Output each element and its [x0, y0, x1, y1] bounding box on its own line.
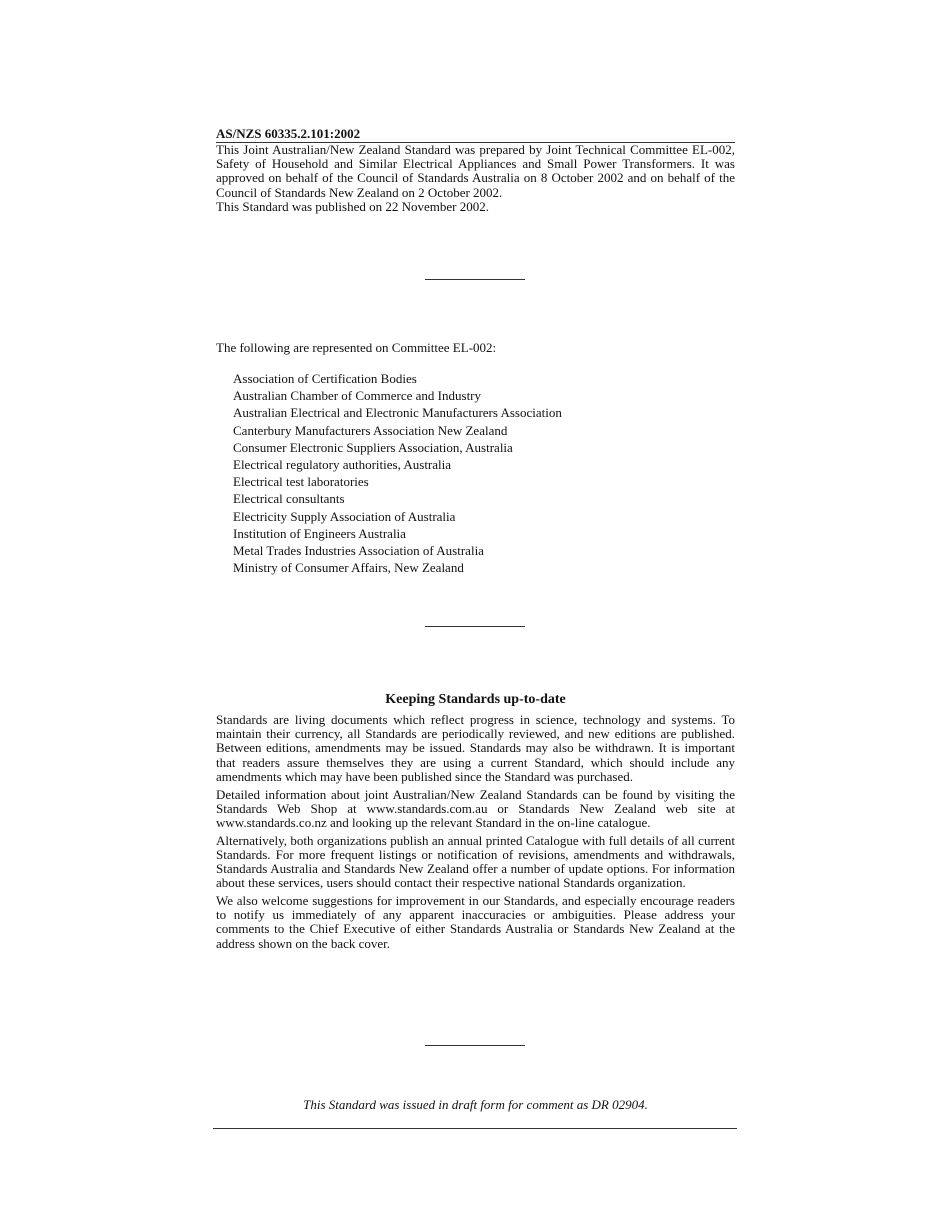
committee-member: Electrical regulatory authorities, Australia — [233, 457, 452, 473]
committee-member: Australian Chamber of Commerce and Industry — [233, 388, 482, 404]
committee-member: Institution of Engineers Australia — [233, 525, 406, 541]
body-paragraph: Alternatively, both organizations publish an annual printed Catalogue with full details of all current Standards. For more frequent listings or notification of revisions, amendments and withdrawals, Standards Australia and Standards New Zealand offer a number of update options. For information about these services, users should contact their respective national Standards organization. — [216, 832, 735, 891]
document-id: AS/NZS 60335.2.101:2002 — [216, 126, 735, 143]
separator-rule — [425, 279, 525, 280]
body-paragraph: Detailed information about joint Australian/New Zealand Standards can be found by visiting the Standards Web Shop at www.standards.com.au or Standards New Zealand web site at www.standards.co.nz and looking up the relevant Standard in the on-line catalogue. — [216, 786, 735, 830]
committee-member: Australian Electrical and Electronic Manufacturers Association — [233, 405, 562, 421]
preparation-block — [216, 143, 735, 214]
committee-member: Electrical test laboratories — [233, 474, 369, 490]
body-paragraph: Standards are living documents which reflect progress in science, technology and systems. To maintain their currency, all Standards are periodically reviewed, and new editions are published. Between editions, amendments may be issued. Standards may also be withdrawn. It is important that readers assure themselves they are using a current Standard, which should include any amendments which may have been published since the Standard was purchased. — [216, 712, 735, 784]
published-date-line: This Standard was published on 22 November 2002. — [216, 198, 489, 214]
preparation-paragraph: This Joint Australian/New Zealand Standard was prepared by Joint Technical Committee EL-002, Safety of Household and Similar Electrical Appliances and Small Power Transformers. It was approved on behalf of the Council of Standards Australia on 8 October 2002 and on behalf of the Council of Standards New Zealand on 2 October 2002. — [216, 142, 735, 200]
committee-member: Electricity Supply Association of Australia — [233, 508, 456, 524]
committee-intro: The following are represented on Committee EL-002: — [216, 340, 497, 355]
body-paragraph: We also welcome suggestions for improvement in our Standards, and especially encourage readers to notify us immediately of any apparent inaccuracies or ambiguities. Please address your comments to the Chief Executive of either Standards Australia or Standards New Zealand at the address shown on the back cover. — [216, 892, 735, 951]
committee-member: Ministry of Consumer Affairs, New Zealand — [233, 560, 464, 576]
committee-member: Canterbury Manufacturers Association New Zealand — [233, 422, 508, 438]
committee-member-list — [233, 370, 562, 576]
section-heading: Keeping Standards up-to-date — [385, 692, 566, 707]
draft-note: This Standard was issued in draft form for comment as DR 02904. — [303, 1097, 648, 1112]
committee-member: Electrical consultants — [233, 491, 345, 507]
separator-rule — [425, 1045, 525, 1046]
committee-member: Consumer Electronic Suppliers Association, Australia — [233, 439, 513, 455]
separator-rule — [425, 626, 525, 627]
keeping-up-to-date-section — [216, 713, 735, 954]
committee-member: Association of Certification Bodies — [233, 371, 417, 386]
committee-member: Metal Trades Industries Association of Australia — [233, 543, 484, 559]
bottom-rule — [213, 1128, 737, 1129]
